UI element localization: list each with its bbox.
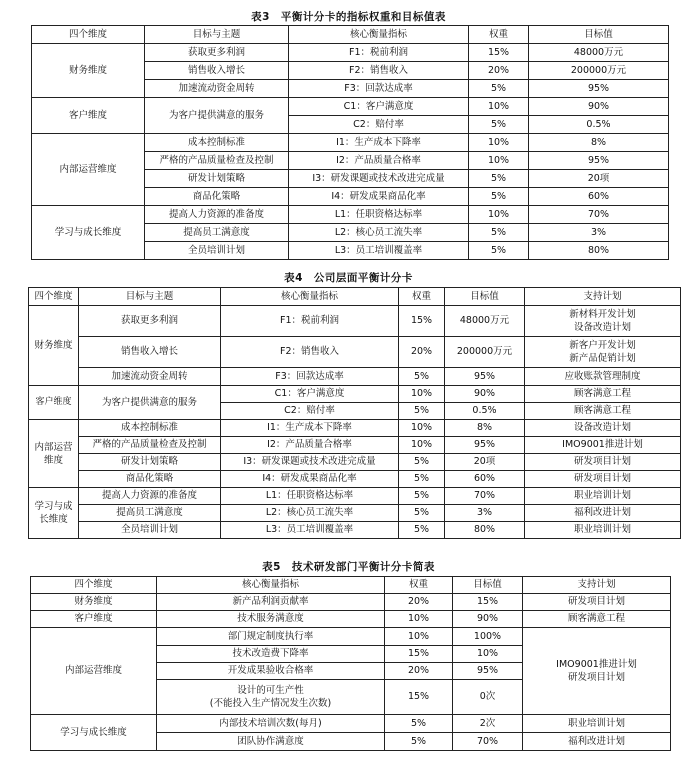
t4-objective: 严格的产品质量检查及控制 <box>79 437 221 454</box>
t4-objective: 销售收入增长 <box>79 337 221 368</box>
t4-indicator: I4：研发成果商品化率 <box>221 471 399 488</box>
t4-objective: 提高员工满意度 <box>79 505 221 522</box>
t4-weight: 5% <box>399 471 445 488</box>
t4-header: 四个维度 <box>29 288 79 306</box>
t4-weight: 10% <box>399 437 445 454</box>
t5-plan: IMO9001推进计划 研发项目计划 <box>523 628 671 715</box>
t3-objective: 全员培训计划 <box>145 242 289 260</box>
t4-indicator: F3：回款达成率 <box>221 368 399 386</box>
t5-target: 90% <box>453 611 523 628</box>
t3-indicator: L1：任职资格达标率 <box>289 206 469 224</box>
table-row <box>29 488 681 505</box>
table-row <box>29 420 681 437</box>
t4-target: 8% <box>445 420 525 437</box>
t5-indicator: 内部技术培训次数(每月) <box>157 715 385 733</box>
t4-weight: 20% <box>399 337 445 368</box>
table-row <box>29 337 681 368</box>
t3-indicator: I3：研发课题或技术改进完成量 <box>289 170 469 188</box>
t3-objective: 为客户提供满意的服务 <box>145 98 289 134</box>
t5-target: 10% <box>453 646 523 663</box>
t3-target: 3% <box>529 224 669 242</box>
table-row <box>29 471 681 488</box>
t5-weight: 15% <box>385 680 453 715</box>
t3-target: 90% <box>529 98 669 116</box>
t4-objective: 商品化策略 <box>79 471 221 488</box>
table3-caption: 表3 平衡计分卡的指标权重和目标值表 <box>251 11 446 23</box>
table-row <box>29 454 681 471</box>
t3-weight: 5% <box>469 116 529 134</box>
t4-plan: 福利改进计划 <box>525 505 681 522</box>
t3-weight: 5% <box>469 170 529 188</box>
t5-indicator: 设计的可生产性 (不能投入生产情况发生次数) <box>157 680 385 715</box>
t3-dimension: 客户维度 <box>32 98 145 134</box>
t3-target: 95% <box>529 152 669 170</box>
t4-target: 95% <box>445 437 525 454</box>
t5-dimension: 学习与成长维度 <box>31 715 157 751</box>
t5-dimension: 客户维度 <box>31 611 157 628</box>
table5-header-row <box>31 577 671 594</box>
table-row <box>29 437 681 454</box>
t3-header: 核心衡量指标 <box>289 26 469 44</box>
t4-target: 70% <box>445 488 525 505</box>
table-row <box>29 505 681 522</box>
t3-header: 目标与主题 <box>145 26 289 44</box>
t4-indicator: C2：赔付率 <box>221 403 399 420</box>
t4-indicator: F1：税前利润 <box>221 306 399 337</box>
t4-target: 20项 <box>445 454 525 471</box>
t3-objective: 销售收入增长 <box>145 62 289 80</box>
t4-objective: 全员培训计划 <box>79 522 221 539</box>
t3-dimension: 财务维度 <box>32 44 145 98</box>
t5-dimension: 内部运营维度 <box>31 628 157 715</box>
t5-header: 四个维度 <box>31 577 157 594</box>
t5-target: 0次 <box>453 680 523 715</box>
table4 <box>28 287 681 539</box>
t5-weight: 10% <box>385 611 453 628</box>
t3-weight: 10% <box>469 152 529 170</box>
t5-weight: 5% <box>385 715 453 733</box>
t4-weight: 10% <box>399 420 445 437</box>
t5-plan: 研发项目计划 <box>523 594 671 611</box>
t5-indicator: 团队协作满意度 <box>157 733 385 751</box>
t3-indicator: F1：税前利润 <box>289 44 469 62</box>
t3-header: 四个维度 <box>32 26 145 44</box>
t4-weight: 5% <box>399 368 445 386</box>
table-row <box>29 522 681 539</box>
t4-weight: 10% <box>399 386 445 403</box>
t3-target: 200000万元 <box>529 62 669 80</box>
t4-header: 核心衡量指标 <box>221 288 399 306</box>
t4-target: 95% <box>445 368 525 386</box>
t3-objective: 成本控制标准 <box>145 134 289 152</box>
t3-target: 48000万元 <box>529 44 669 62</box>
t4-objective: 提高人力资源的准备度 <box>79 488 221 505</box>
t5-header: 权重 <box>385 577 453 594</box>
t4-indicator: L1：任职资格达标率 <box>221 488 399 505</box>
t4-weight: 5% <box>399 488 445 505</box>
t3-weight: 15% <box>469 44 529 62</box>
t5-weight: 15% <box>385 646 453 663</box>
table-row <box>32 206 669 224</box>
t5-plan: 职业培训计划 <box>523 715 671 733</box>
t5-indicator: 技术服务满意度 <box>157 611 385 628</box>
t5-plan: 福利改进计划 <box>523 733 671 751</box>
table5 <box>30 576 671 751</box>
t3-dimension: 内部运营维度 <box>32 134 145 206</box>
t3-objective: 研发计划策略 <box>145 170 289 188</box>
t3-objective: 严格的产品质量检查及控制 <box>145 152 289 170</box>
table-row <box>29 306 681 337</box>
t3-target: 0.5% <box>529 116 669 134</box>
t5-indicator: 部门规定制度执行率 <box>157 628 385 646</box>
t3-weight: 20% <box>469 62 529 80</box>
t4-plan: 顾客满意工程 <box>525 386 681 403</box>
t3-target: 95% <box>529 80 669 98</box>
t4-header: 目标值 <box>445 288 525 306</box>
t4-indicator: F2：销售收入 <box>221 337 399 368</box>
t4-target: 90% <box>445 386 525 403</box>
t3-weight: 5% <box>469 242 529 260</box>
t4-dimension: 财务维度 <box>29 306 79 386</box>
t3-objective: 提高员工满意度 <box>145 224 289 242</box>
t4-dimension: 内部运营维度 <box>29 420 79 488</box>
table3-header-row <box>32 26 669 44</box>
t4-plan: 顾客满意工程 <box>525 403 681 420</box>
table-row <box>32 98 669 116</box>
t3-weight: 5% <box>469 80 529 98</box>
t3-weight: 5% <box>469 188 529 206</box>
t4-header: 目标与主题 <box>79 288 221 306</box>
t3-indicator: I1：生产成本下降率 <box>289 134 469 152</box>
t4-target: 0.5% <box>445 403 525 420</box>
t4-dimension: 学习与成长维度 <box>29 488 79 539</box>
t4-plan: 研发项目计划 <box>525 471 681 488</box>
t5-target: 100% <box>453 628 523 646</box>
t4-plan: IMO9001推进计划 <box>525 437 681 454</box>
t4-dimension: 客户维度 <box>29 386 79 420</box>
t5-indicator: 技术改造费下降率 <box>157 646 385 663</box>
t3-indicator: F3：回款达成率 <box>289 80 469 98</box>
t3-indicator: F2：销售收入 <box>289 62 469 80</box>
t3-objective: 提高人力资源的准备度 <box>145 206 289 224</box>
t5-target: 70% <box>453 733 523 751</box>
table-row <box>31 611 671 628</box>
t4-header: 权重 <box>399 288 445 306</box>
t4-weight: 15% <box>399 306 445 337</box>
t4-indicator: L3：员工培训覆盖率 <box>221 522 399 539</box>
t4-indicator: I1：生产成本下降率 <box>221 420 399 437</box>
t3-objective: 商品化策略 <box>145 188 289 206</box>
t3-header: 目标值 <box>529 26 669 44</box>
t4-plan: 新材料开发计划 设备改造计划 <box>525 306 681 337</box>
t5-target: 95% <box>453 663 523 680</box>
t5-header: 目标值 <box>453 577 523 594</box>
t3-indicator: C2：赔付率 <box>289 116 469 134</box>
table-row <box>31 594 671 611</box>
t5-weight: 10% <box>385 628 453 646</box>
t3-indicator: L2：核心员工流失率 <box>289 224 469 242</box>
t3-indicator: I2：产品质量合格率 <box>289 152 469 170</box>
t3-indicator: L3：员工培训覆盖率 <box>289 242 469 260</box>
t4-target: 3% <box>445 505 525 522</box>
t3-weight: 10% <box>469 134 529 152</box>
t3-target: 70% <box>529 206 669 224</box>
t3-header: 权重 <box>469 26 529 44</box>
t3-objective: 加速流动资金周转 <box>145 80 289 98</box>
t3-target: 8% <box>529 134 669 152</box>
table-row <box>31 715 671 733</box>
t5-weight: 5% <box>385 733 453 751</box>
table-row <box>32 134 669 152</box>
t4-objective: 获取更多利润 <box>79 306 221 337</box>
t5-header: 核心衡量指标 <box>157 577 385 594</box>
t3-weight: 5% <box>469 224 529 242</box>
table-row <box>32 44 669 62</box>
t4-target: 48000万元 <box>445 306 525 337</box>
t5-indicator: 新产品利润贡献率 <box>157 594 385 611</box>
t4-indicator: C1：客户满意度 <box>221 386 399 403</box>
table4-header-row <box>29 288 681 306</box>
t4-target: 80% <box>445 522 525 539</box>
t5-weight: 20% <box>385 663 453 680</box>
t4-header: 支持计划 <box>525 288 681 306</box>
t4-indicator: I2：产品质量合格率 <box>221 437 399 454</box>
t4-indicator: I3：研发课题或技术改进完成量 <box>221 454 399 471</box>
t4-weight: 5% <box>399 454 445 471</box>
t4-plan: 应收账款管理制度 <box>525 368 681 386</box>
table3 <box>31 25 669 260</box>
t4-target: 60% <box>445 471 525 488</box>
t4-plan: 研发项目计划 <box>525 454 681 471</box>
t5-dimension: 财务维度 <box>31 594 157 611</box>
t3-objective: 获取更多利润 <box>145 44 289 62</box>
t5-indicator: 开发成果验收合格率 <box>157 663 385 680</box>
t4-weight: 5% <box>399 522 445 539</box>
t3-indicator: I4：研发成果商品化率 <box>289 188 469 206</box>
table-row <box>29 368 681 386</box>
t3-indicator: C1：客户满意度 <box>289 98 469 116</box>
t4-objective: 成本控制标准 <box>79 420 221 437</box>
t4-objective: 研发计划策略 <box>79 454 221 471</box>
t4-weight: 5% <box>399 505 445 522</box>
t3-weight: 10% <box>469 98 529 116</box>
t4-plan: 职业培训计划 <box>525 488 681 505</box>
t3-dimension: 学习与成长维度 <box>32 206 145 260</box>
t4-indicator: L2：核心员工流失率 <box>221 505 399 522</box>
t5-target: 2次 <box>453 715 523 733</box>
t4-plan: 职业培训计划 <box>525 522 681 539</box>
t3-target: 80% <box>529 242 669 260</box>
t4-weight: 5% <box>399 403 445 420</box>
t4-plan: 新客户开发计划 新产品促销计划 <box>525 337 681 368</box>
t4-objective: 为客户提供满意的服务 <box>79 386 221 420</box>
table-row <box>31 628 671 646</box>
t3-weight: 10% <box>469 206 529 224</box>
t4-plan: 设备改造计划 <box>525 420 681 437</box>
t4-objective: 加速流动资金周转 <box>79 368 221 386</box>
table4-caption: 表4 公司层面平衡计分卡 <box>284 272 413 284</box>
t3-target: 60% <box>529 188 669 206</box>
t4-target: 200000万元 <box>445 337 525 368</box>
t5-target: 15% <box>453 594 523 611</box>
table5-caption: 表5 技术研发部门平衡计分卡简表 <box>262 561 435 573</box>
t5-plan: 顾客满意工程 <box>523 611 671 628</box>
table-row <box>29 386 681 403</box>
t3-target: 20项 <box>529 170 669 188</box>
t5-weight: 20% <box>385 594 453 611</box>
t5-header: 支持计划 <box>523 577 671 594</box>
